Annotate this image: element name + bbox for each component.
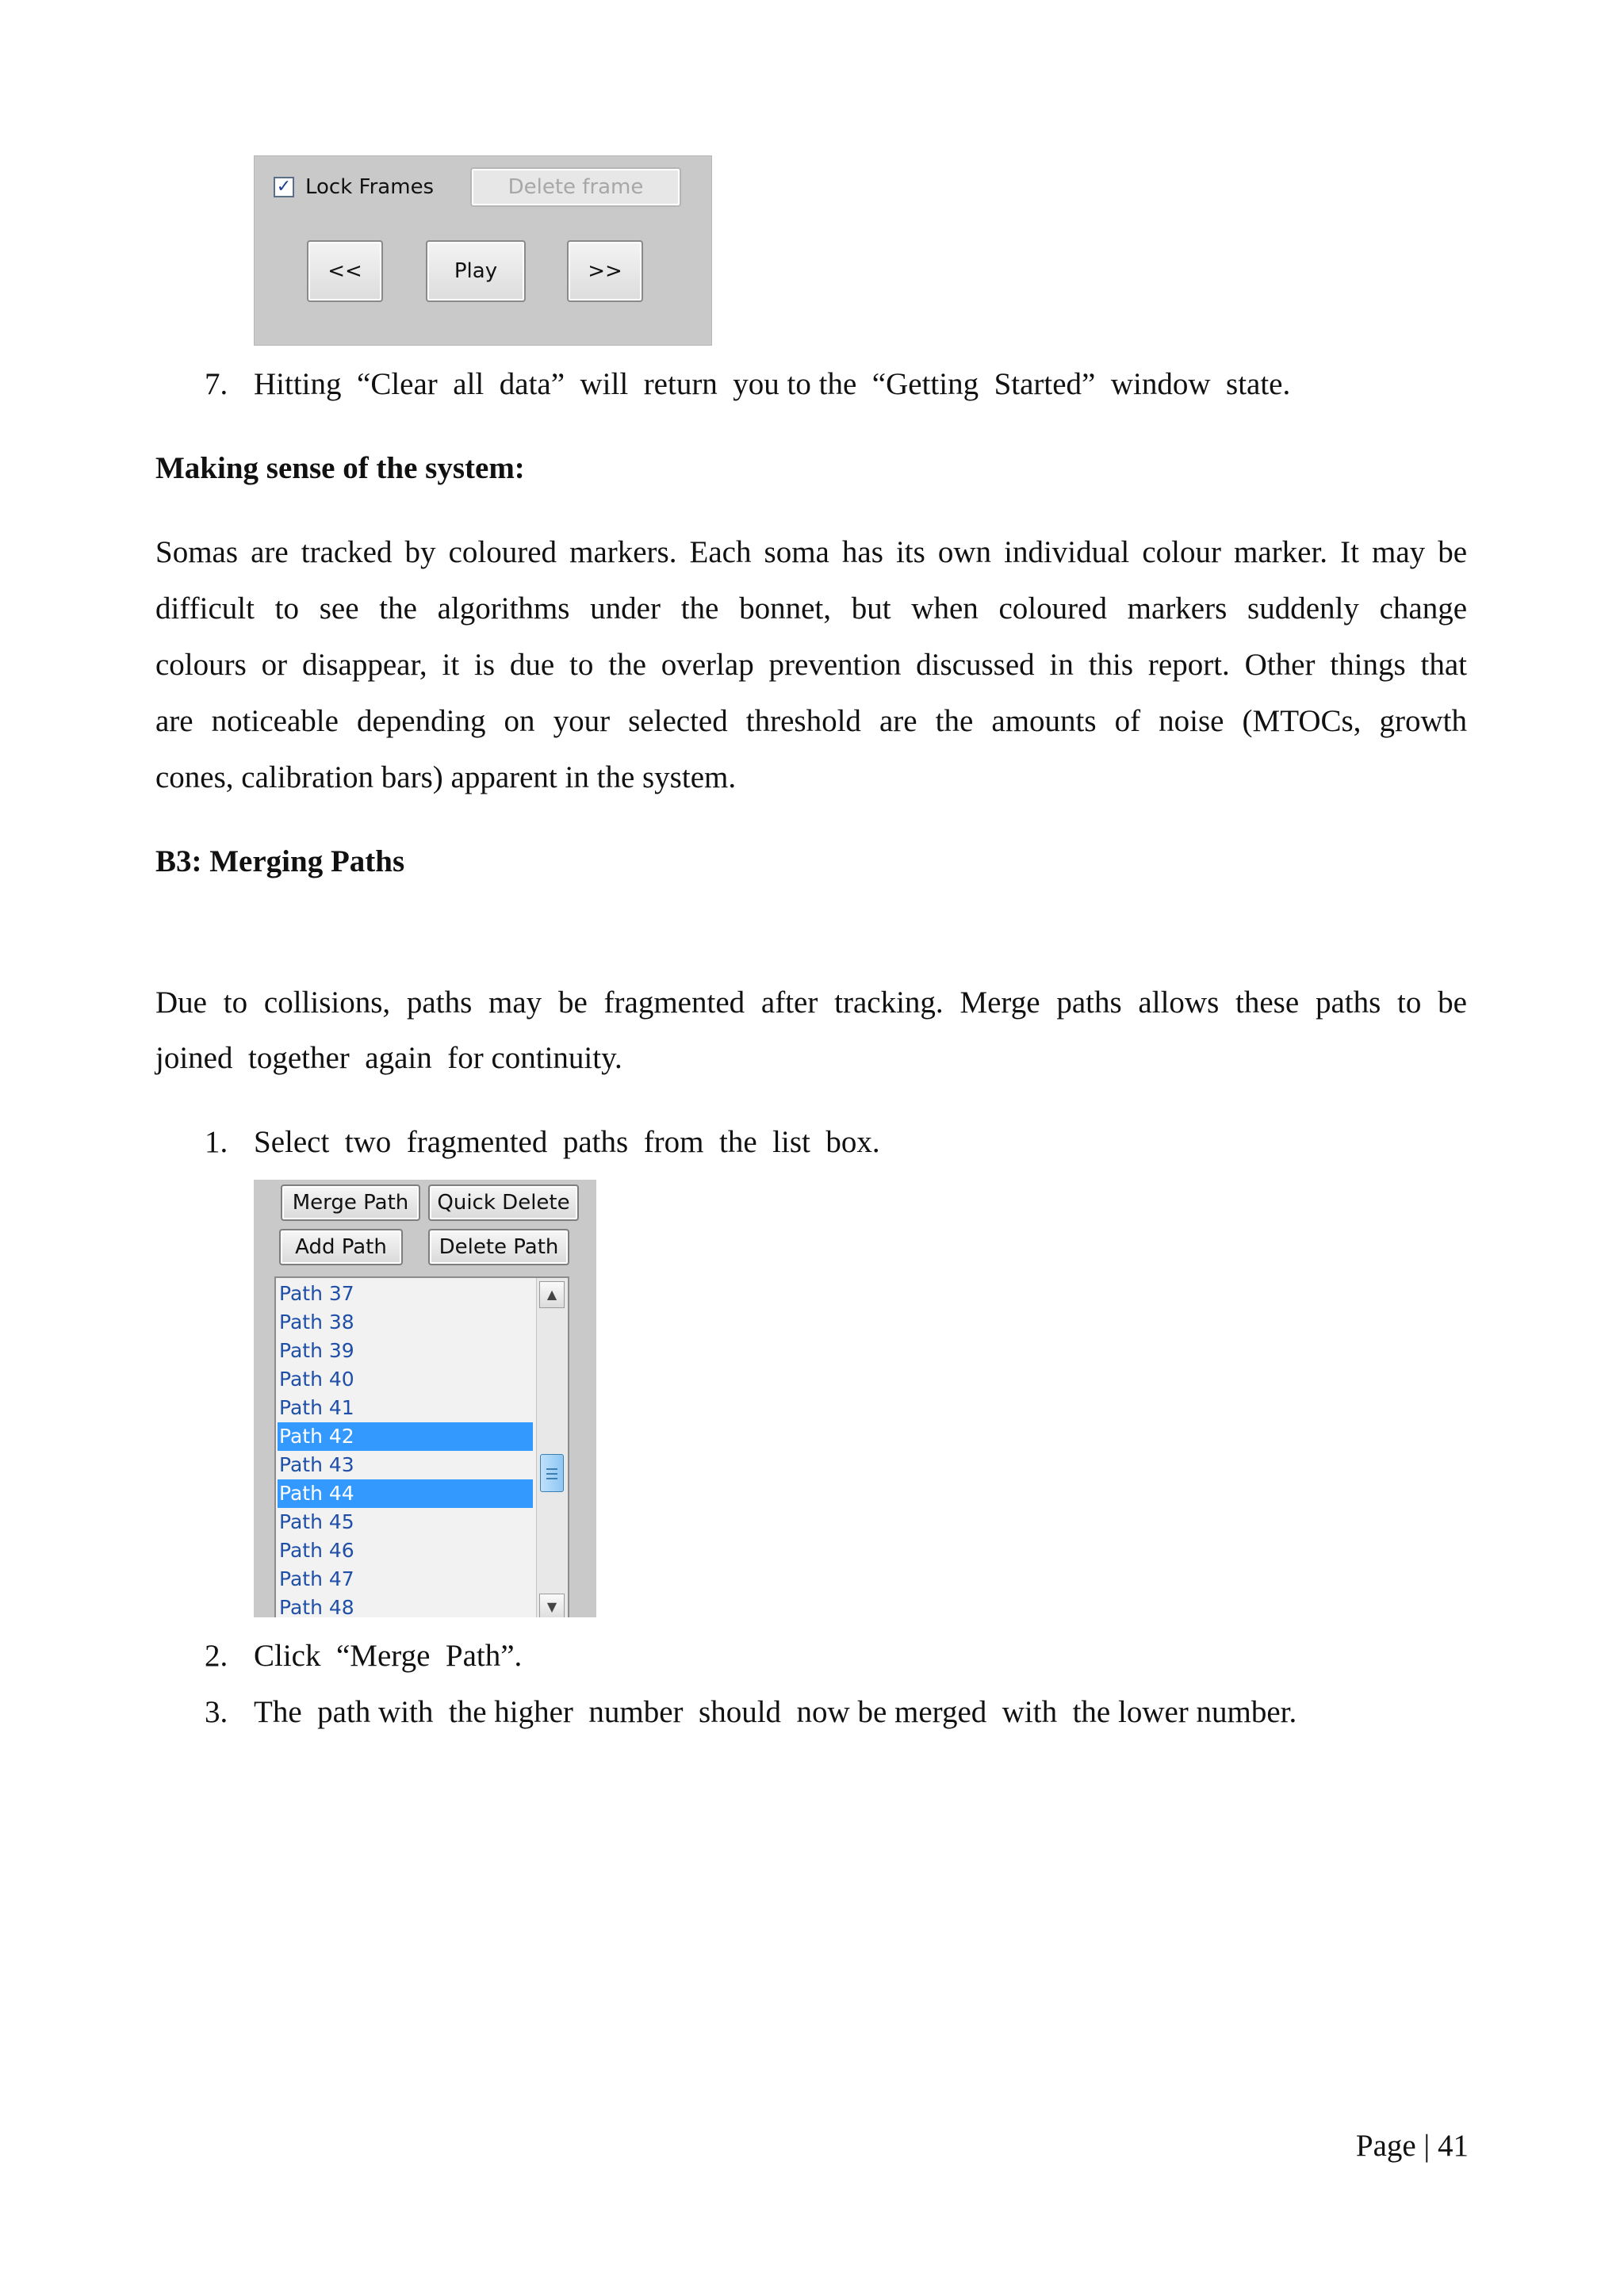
merge-paragraph-line-2: joined together again for continuity. — [155, 1041, 622, 1075]
list-item-path-38[interactable]: Path 38 — [279, 1311, 354, 1334]
list-item-path-48[interactable]: Path 48 — [279, 1596, 354, 1617]
step-3-number: 3. — [205, 1695, 228, 1729]
list-item-path-37[interactable]: Path 37 — [279, 1282, 354, 1305]
list-item-path-39[interactable]: Path 39 — [279, 1339, 354, 1362]
list-item-path-43[interactable]: Path 43 — [279, 1453, 354, 1476]
step-1-text: Select two fragmented paths from the list box. — [254, 1125, 880, 1159]
list-item-path-46[interactable]: Path 46 — [279, 1539, 354, 1562]
step-2-text: Click “Merge Path”. — [254, 1639, 523, 1673]
scroll-up-arrow-icon[interactable]: ▲ — [539, 1281, 565, 1308]
step-3-text: The path with the higher number should now be merged with the lower number. — [254, 1695, 1297, 1729]
list-scrollbar[interactable] — [536, 1278, 568, 1617]
delete-frame-button[interactable]: Delete frame — [470, 167, 681, 207]
system-paragraph-line-3: colours or disappear, it is due to the overlap prevention discussed in this report. Other things that — [155, 648, 1467, 682]
step-7-number: 7. — [205, 367, 228, 401]
list-item-path-40[interactable]: Path 40 — [279, 1368, 354, 1391]
next-frame-button[interactable]: >> — [567, 240, 643, 302]
list-item-path-47[interactable]: Path 47 — [279, 1567, 354, 1590]
delete-path-button[interactable]: Delete Path — [428, 1229, 569, 1265]
lock-frames-checkbox[interactable]: ✓ — [274, 177, 294, 197]
frame-control-panel — [254, 155, 712, 346]
play-button[interactable]: Play — [426, 240, 526, 302]
path-control-panel — [254, 1180, 596, 1617]
list-item-path-44-selected[interactable]: Path 44 — [278, 1479, 533, 1508]
merge-paragraph-line-1: Due to collisions, paths may be fragmented after tracking. Merge paths allows these paths to be — [155, 985, 1467, 1020]
section-heading-merging-paths: B3: Merging Paths — [155, 844, 405, 878]
add-path-button[interactable]: Add Path — [279, 1229, 403, 1265]
lock-frames-label: Lock Frames — [305, 175, 435, 199]
merge-path-button[interactable]: Merge Path — [281, 1184, 420, 1221]
path-list-box[interactable] — [274, 1276, 569, 1617]
scroll-down-arrow-icon[interactable]: ▼ — [539, 1594, 565, 1617]
system-paragraph-line-4: are noticeable depending on your selected threshold are the amounts of noise (MTOCs, growth — [155, 704, 1467, 738]
list-item-path-42-selected[interactable]: Path 42 — [278, 1422, 533, 1451]
system-paragraph-line-5: cones, calibration bars) apparent in the system. — [155, 760, 737, 794]
page-number: Page | 41 — [1355, 2129, 1469, 2163]
list-item-path-45[interactable]: Path 45 — [279, 1510, 354, 1533]
list-item-path-41[interactable]: Path 41 — [279, 1396, 354, 1419]
system-paragraph-line-2: difficult to see the algorithms under the bonnet, but when coloured markers suddenly change — [155, 591, 1467, 626]
step-1-number: 1. — [205, 1125, 228, 1159]
step-7-text: Hitting “Clear all data” will return you to the “Getting Started” window state. — [254, 367, 1291, 401]
system-paragraph-line-1: Somas are tracked by coloured markers. Each soma has its own individual colour marker. It may be — [155, 535, 1467, 569]
scrollbar-thumb[interactable] — [540, 1454, 564, 1492]
step-2-number: 2. — [205, 1639, 228, 1673]
section-heading-system: Making sense of the system: — [155, 451, 525, 485]
previous-frame-button[interactable]: << — [307, 240, 383, 302]
quick-delete-button[interactable]: Quick Delete — [428, 1184, 579, 1221]
